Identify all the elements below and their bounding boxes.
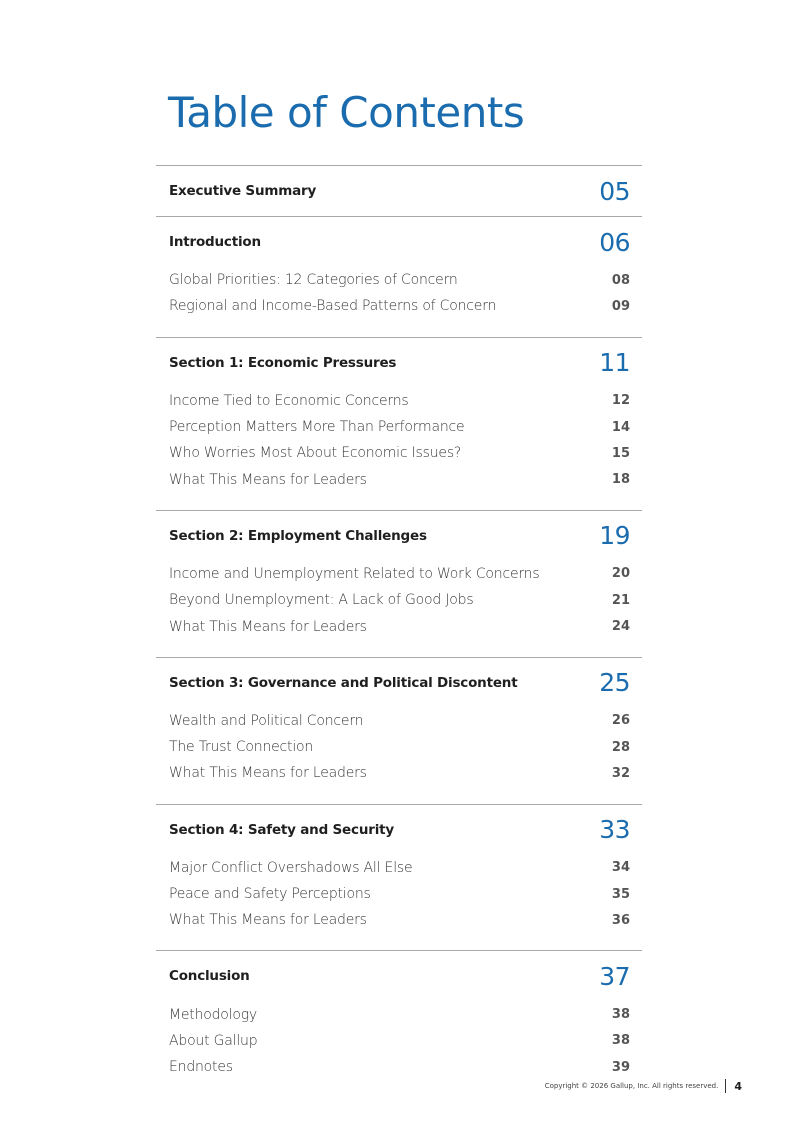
toc-section-heading[interactable] [169,338,630,388]
toc-entry-page-number: 08 [611,272,630,288]
toc-entry-page-number: 39 [611,1059,630,1075]
page-number: 4 [734,1079,742,1093]
toc-entry-page-number: 14 [611,419,630,435]
toc-section-heading[interactable] [169,166,630,216]
page-title: Table of Contents [168,88,525,137]
toc-entry[interactable] [169,414,630,440]
toc-entry[interactable] [169,881,630,907]
toc-entry-label: Income and Unemployment Related to Work Concerns [169,565,540,582]
toc-entry-list [169,561,630,657]
footer-divider [725,1079,726,1093]
toc-entry-label: What This Means for Leaders [169,471,367,488]
toc-section [156,950,642,1097]
toc-entry[interactable] [169,907,630,933]
section-title: Section 1: Economic Pressures [169,354,397,371]
toc-section [156,165,642,216]
section-title: Executive Summary [169,183,317,199]
section-page-number: 11 [599,348,630,378]
toc-entry-label: Income Tied to Economic Concerns [169,392,409,409]
toc-entry[interactable] [169,440,630,466]
toc-section-heading[interactable] [169,951,630,1001]
toc-entry[interactable] [169,293,630,319]
toc-entry-page-number: 32 [611,765,630,781]
section-title: Introduction [169,234,261,250]
toc-section [156,216,642,337]
toc-entry-page-number: 09 [611,298,630,314]
toc-entry-label: Global Priorities: 12 Categories of Concern [169,272,458,289]
toc-entry-page-number: 21 [611,592,630,608]
copyright-notice: Copyright © 2026 Gallup, Inc. All rights reserved. [544,1082,719,1090]
toc-entry-label: Major Conflict Overshadows All Else [169,859,413,876]
section-page-number: 25 [599,668,630,698]
toc-section [156,510,642,657]
toc-entry-page-number: 36 [611,912,630,928]
toc-entry-label: Wealth and Political Concern [169,712,364,729]
toc-entry[interactable] [169,1001,630,1027]
toc-entry[interactable] [169,587,630,613]
section-page-number: 19 [599,521,630,551]
toc-entry[interactable] [169,708,630,734]
toc-entry-label: Who Worries Most About Economic Issues? [169,445,462,462]
toc-entry[interactable] [169,1028,630,1054]
table-of-contents [156,165,642,1097]
toc-section [156,804,642,951]
toc-entry-page-number: 28 [611,739,630,755]
toc-entry-label: What This Means for Leaders [169,912,367,929]
toc-entry-page-number: 26 [611,713,630,729]
section-page-number: 06 [599,227,630,257]
toc-entry[interactable] [169,267,630,293]
toc-entry-list [169,708,630,804]
toc-entry-label: Endnotes [169,1059,233,1076]
toc-entry-list [169,388,630,510]
section-page-number: 05 [599,176,630,206]
section-page-number: 33 [599,815,630,845]
toc-section-heading[interactable] [169,217,630,267]
toc-entry-label: About Gallup [169,1032,258,1049]
toc-entry-label: Perception Matters More Than Performance [169,419,465,436]
toc-entry[interactable] [169,561,630,587]
toc-entry[interactable] [169,466,630,492]
toc-entry-page-number: 34 [611,860,630,876]
toc-entry-label: What This Means for Leaders [169,618,367,635]
toc-entry-page-number: 20 [611,566,630,582]
toc-entry[interactable] [169,1054,630,1080]
toc-section-heading[interactable] [169,658,630,708]
toc-entry-page-number: 18 [611,472,630,488]
toc-entry-list [169,855,630,951]
toc-entry-label: Methodology [169,1006,258,1023]
toc-entry-page-number: 35 [611,886,630,902]
toc-section-heading[interactable] [169,805,630,855]
toc-entry-list [169,267,630,337]
toc-entry[interactable] [169,613,630,639]
toc-entry-label: Peace and Safety Perceptions [169,886,371,902]
toc-entry-label: The Trust Connection [169,739,314,756]
toc-entry-page-number: 38 [611,1033,630,1049]
toc-entry[interactable] [169,760,630,786]
toc-entry[interactable] [169,734,630,760]
toc-section [156,337,642,510]
section-title: Section 2: Employment Challenges [169,527,427,544]
page-footer [545,1079,742,1093]
section-title: Section 3: Governance and Political Discontent [169,674,518,691]
section-page-number: 37 [599,961,630,991]
toc-entry-page-number: 15 [611,445,630,461]
section-title: Section 4: Safety and Security [169,821,394,838]
toc-entry-label: Regional and Income-Based Patterns of Concern [169,298,497,315]
section-title: Conclusion [169,968,250,985]
toc-entry-page-number: 38 [611,1007,630,1023]
toc-entry-label: What This Means for Leaders [169,765,367,782]
toc-entry-page-number: 12 [611,393,630,409]
toc-section-heading[interactable] [169,511,630,561]
toc-entry[interactable] [169,388,630,414]
toc-entry-label: Beyond Unemployment: A Lack of Good Jobs [169,592,474,609]
toc-section [156,657,642,804]
toc-entry[interactable] [169,855,630,881]
toc-entry-page-number: 24 [611,619,630,635]
